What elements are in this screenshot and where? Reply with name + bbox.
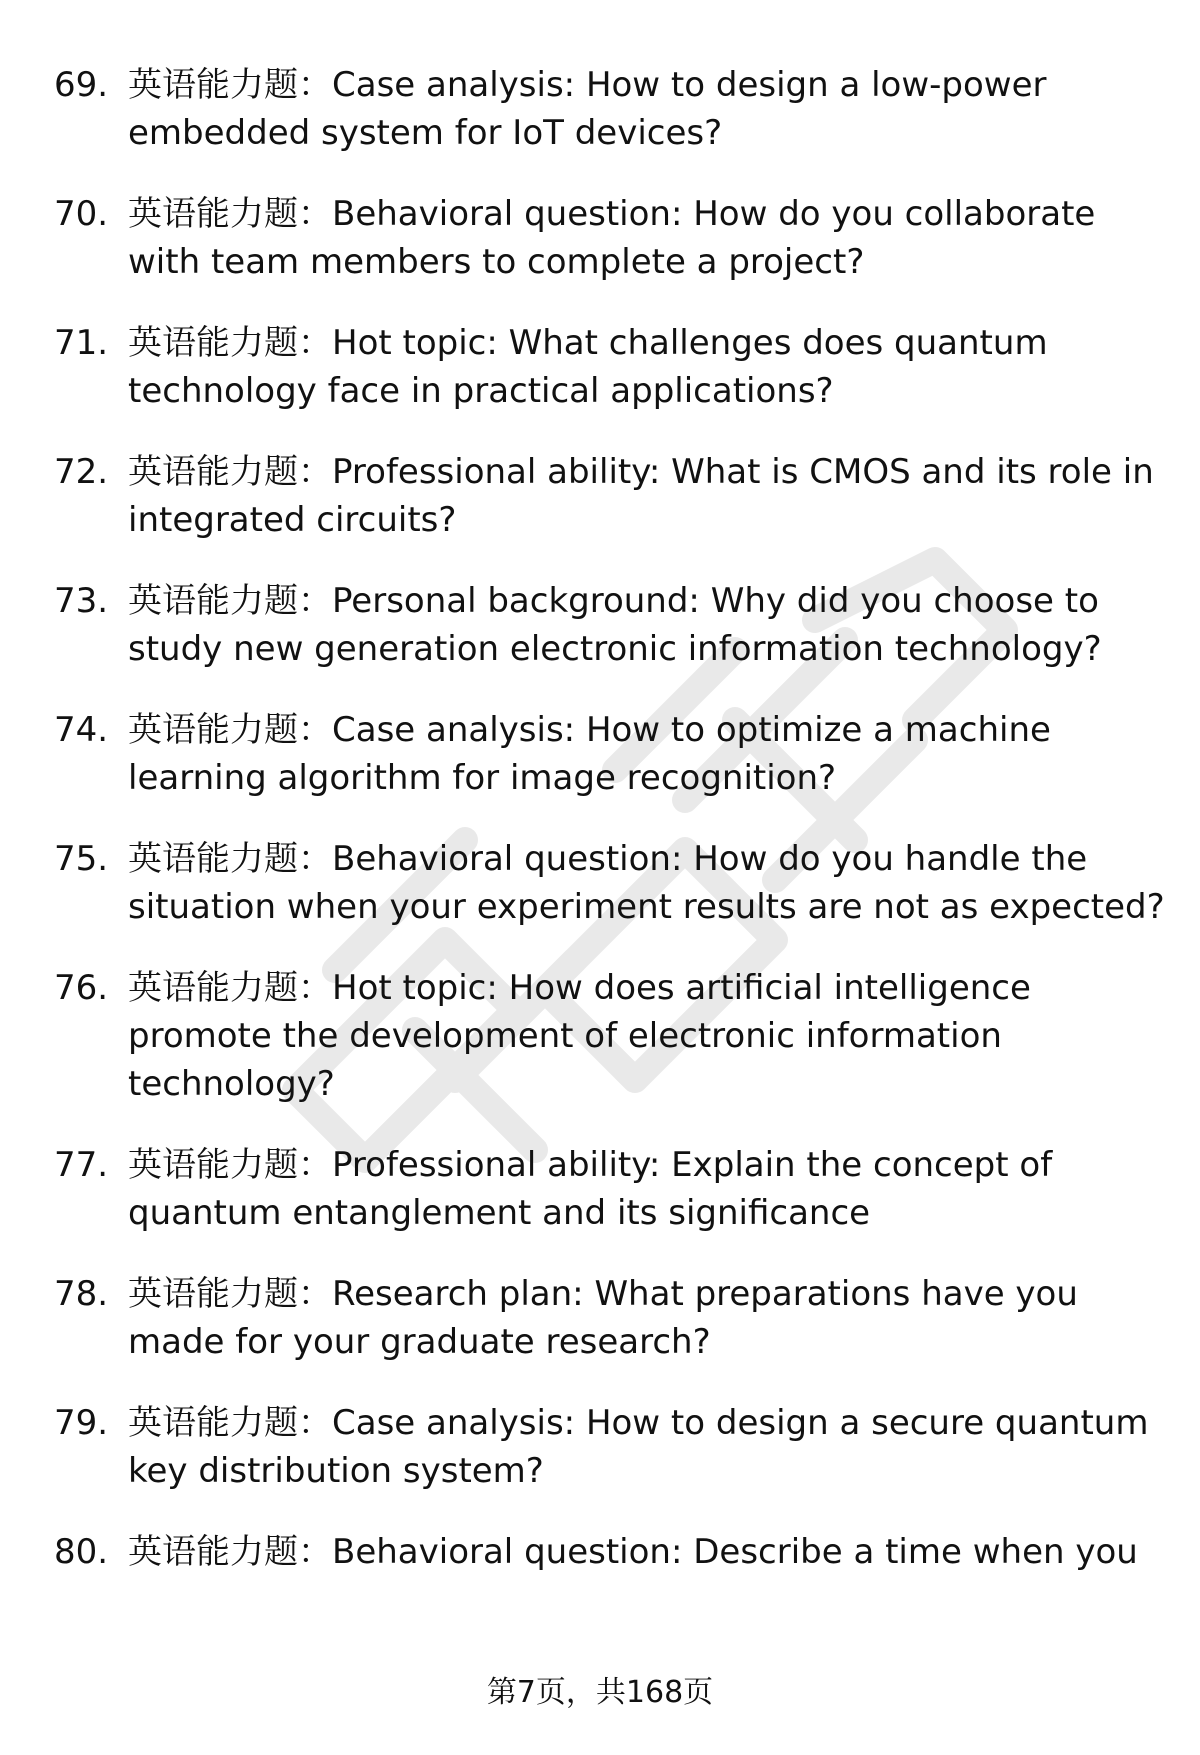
question-item [0, 1270, 1200, 1366]
question-prefix: 英语能力题： [128, 1274, 332, 1314]
question-body [128, 61, 1168, 157]
question-prefix: 英语能力题： [128, 968, 332, 1008]
question-item [0, 448, 1200, 544]
question-prefix: 英语能力题： [128, 65, 332, 105]
question-body [128, 577, 1168, 673]
question-prefix: 英语能力题： [128, 839, 332, 879]
question-body [128, 1528, 1168, 1576]
question-item [0, 835, 1200, 931]
question-prefix: 英语能力题： [128, 710, 332, 750]
question-prefix: 英语能力题： [128, 581, 332, 621]
question-item [0, 706, 1200, 802]
question-prefix: 英语能力题： [128, 323, 332, 363]
question-number: 69. [54, 65, 109, 105]
question-body [128, 1270, 1168, 1366]
question-text: Hot topic: What challenges does quantum technology face in practical applications? [128, 323, 1048, 411]
question-number: 72. [54, 452, 109, 492]
question-text: Behavioral question: How do you collaborate with team members to complete a project? [128, 194, 1096, 282]
question-text: Case analysis: How to design a low-power embedded system for IoT devices? [128, 65, 1047, 153]
question-item [0, 61, 1200, 157]
question-body [128, 835, 1168, 931]
question-text: Behavioral question: How do you handle the situation when your experiment results are not as expected? [128, 839, 1165, 927]
question-text: Professional ability: Explain the concept of quantum entanglement and its significance [128, 1145, 1053, 1233]
question-prefix: 英语能力题： [128, 1145, 332, 1185]
question-number: 70. [54, 194, 109, 234]
question-text: Behavioral question: Describe a time when you [332, 1532, 1138, 1572]
question-number: 76. [54, 968, 109, 1008]
question-prefix: 英语能力题： [128, 1403, 332, 1443]
question-body [128, 448, 1168, 544]
question-body [128, 190, 1168, 286]
question-text: Hot topic: How does artificial intelligence promote the development of electronic information technology? [128, 968, 1031, 1104]
question-prefix: 英语能力题： [128, 452, 332, 492]
question-body [128, 964, 1168, 1108]
question-prefix: 英语能力题： [128, 194, 332, 234]
question-number: 80. [54, 1532, 109, 1572]
question-number: 77. [54, 1145, 109, 1185]
question-text: Personal background: Why did you choose to study new generation electronic information technology? [128, 581, 1102, 669]
question-body [128, 319, 1168, 415]
question-item [0, 1528, 1200, 1576]
question-number: 71. [54, 323, 109, 363]
question-item [0, 577, 1200, 673]
question-text: Research plan: What preparations have you made for your graduate research? [128, 1274, 1078, 1362]
question-number: 74. [54, 710, 109, 750]
question-item [0, 190, 1200, 286]
question-number: 79. [54, 1403, 109, 1443]
question-number: 73. [54, 581, 109, 621]
question-item [0, 964, 1200, 1108]
question-body [128, 706, 1168, 802]
question-item [0, 1141, 1200, 1237]
question-number: 78. [54, 1274, 109, 1314]
question-number: 75. [54, 839, 109, 879]
question-body [128, 1141, 1168, 1237]
question-text: Case analysis: How to design a secure quantum key distribution system? [128, 1403, 1149, 1491]
question-item [0, 319, 1200, 415]
page-footer: 第7页，共168页 [486, 1675, 714, 1710]
question-body [128, 1399, 1168, 1495]
question-list [0, 61, 1200, 1609]
question-item [0, 1399, 1200, 1495]
question-prefix: 英语能力题： [128, 1532, 332, 1572]
question-text: Professional ability: What is CMOS and its role in integrated circuits? [128, 452, 1154, 540]
question-text: Case analysis: How to optimize a machine learning algorithm for image recognition? [128, 710, 1051, 798]
